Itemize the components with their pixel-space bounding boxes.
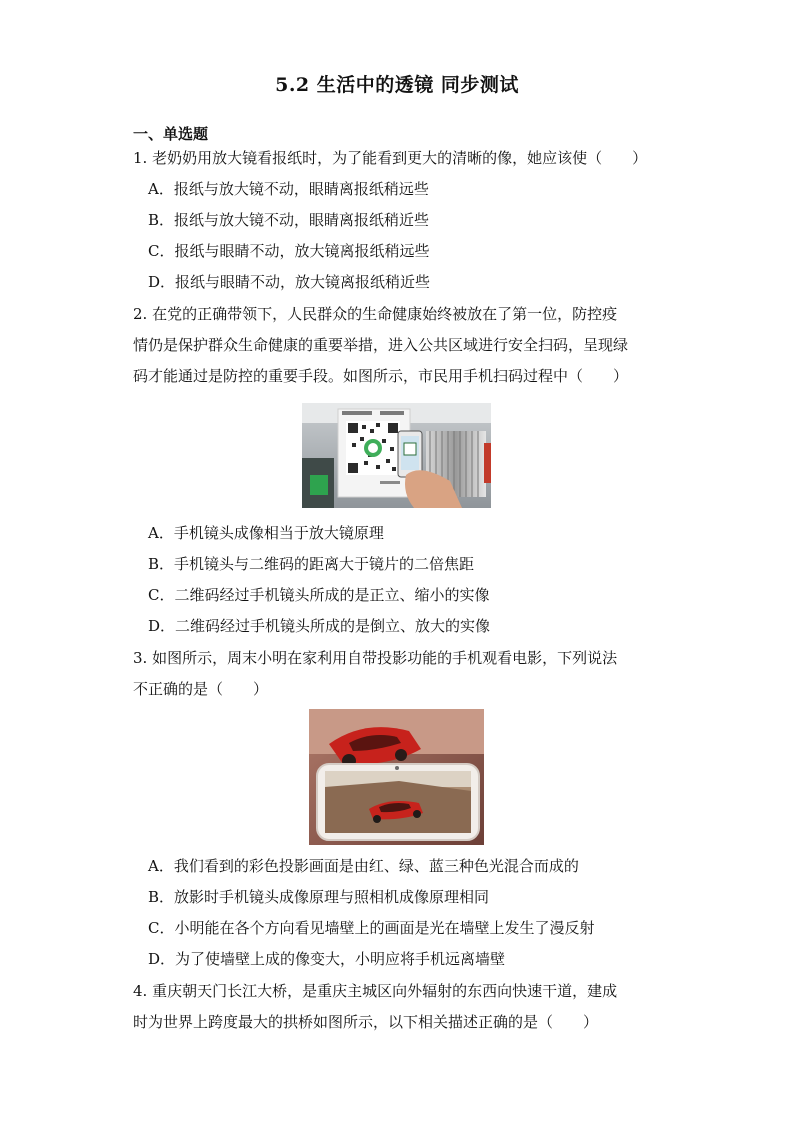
question-line: 1. 老奶奶用放大镜看报纸时，为了能看到更大的清晰的像，她应该使（ ）	[133, 149, 648, 167]
question-3-option-d: D．为了使墙壁上成的像变大，小明应将手机远离墙壁	[148, 950, 506, 968]
question-2-option-a: A．手机镜头成像相当于放大镜原理	[148, 524, 384, 542]
question-3-stem	[133, 643, 663, 705]
question-3-option-c: C．小明能在各个方向看见墙壁上的画面是光在墙壁上发生了漫反射	[148, 919, 595, 937]
question-1-option-c: C．报纸与眼睛不动，放大镜离报纸稍远些	[148, 242, 430, 260]
phone-projector-photo	[309, 709, 484, 845]
question-3-option-b: B．放影时手机镜头成像原理与照相机成像原理相同	[148, 888, 490, 906]
question-line: 4. 重庆朝天门长江大桥，是重庆主城区向外辐射的东西向快速干道，建成	[133, 982, 618, 1000]
question-2-stem	[133, 299, 663, 392]
question-4-stem	[133, 976, 663, 1038]
section-heading: 一、单选题	[133, 125, 209, 143]
question-line: 时为世界上跨度最大的拱桥如图所示，以下相关描述正确的是（ ）	[133, 1013, 599, 1031]
question-2-option-d: D．二维码经过手机镜头所成的是倒立、放大的实像	[148, 617, 491, 635]
question-2-option-c: C．二维码经过手机镜头所成的是正立、缩小的实像	[148, 586, 490, 604]
question-3-option-a: A．我们看到的彩色投影画面是由红、绿、蓝三种色光混合而成的	[148, 857, 579, 875]
document-title: 5.2 生活中的透镜 同步测试	[275, 74, 519, 96]
question-1-option-a: A．报纸与放大镜不动，眼睛离报纸稍远些	[148, 180, 429, 198]
question-line: 情仍是保护群众生命健康的重要举措，进入公共区域进行安全扫码，呈现绿	[133, 336, 629, 354]
qr-scan-photo	[302, 403, 491, 508]
question-1-option-b: B．报纸与放大镜不动，眼睛离报纸稍近些	[148, 211, 430, 229]
question-1-stem	[133, 143, 663, 174]
question-line: 3. 如图所示，周末小明在家利用自带投影功能的手机观看电影，下列说法	[133, 649, 618, 667]
question-line: 不正确的是（ ）	[133, 680, 269, 698]
question-line: 码才能通过是防控的重要手段。如图所示，市民用手机扫码过程中（ ）	[133, 367, 629, 385]
question-2-option-b: B．手机镜头与二维码的距离大于镜片的二倍焦距	[148, 555, 475, 573]
question-line: 2. 在党的正确带领下，人民群众的生命健康始终被放在了第一位，防控疫	[133, 305, 618, 323]
question-1-option-d: D．报纸与眼睛不动，放大镜离报纸稍近些	[148, 273, 431, 291]
